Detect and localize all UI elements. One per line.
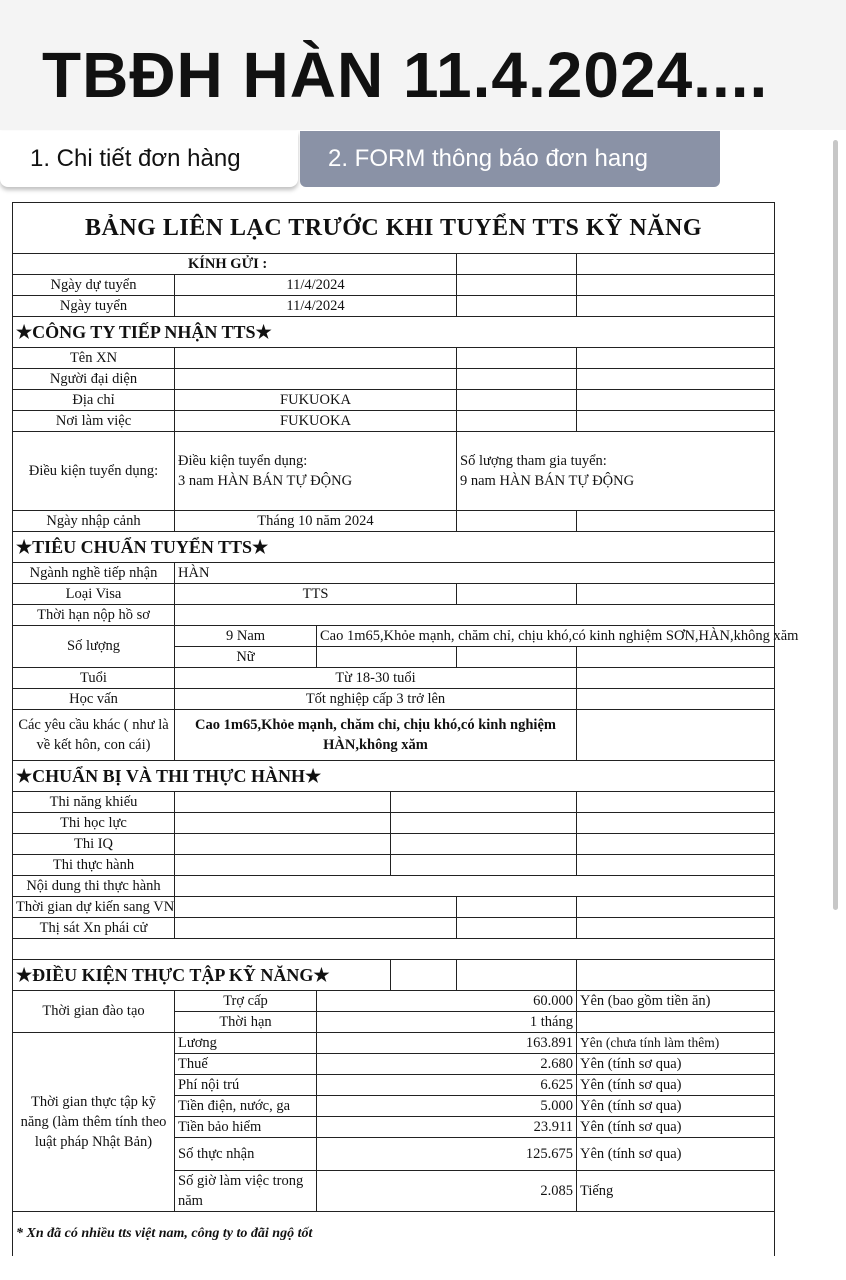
value-noi-lam-viec: FUKUOKA [175,411,457,432]
cell [577,1012,775,1033]
section-company: ★CÔNG TY TIẾP NHẬN TTS★ [13,317,775,348]
cell [457,918,577,939]
label-dao-tao: Thời gian đào tạo [13,991,175,1033]
value-ngay-nhap-canh: Tháng 10 năm 2024 [175,511,457,532]
label-ngay-nhap-canh: Ngày nhập cảnh [13,511,175,532]
label-noi-lam-viec: Nơi làm việc [13,411,175,432]
cell [457,348,577,369]
tab-order-details[interactable]: 1. Chi tiết đơn hàng [0,131,298,187]
label-thuc-nhan: Số thực nhận [175,1138,317,1171]
cell [175,792,391,813]
header-bar [0,0,846,130]
value-nguoi-dai-dien [175,369,457,390]
cell [577,584,775,605]
label-thoi-han: Thời hạn [175,1012,317,1033]
cell [391,792,577,813]
section-prepare: ★CHUẨN BỊ VÀ THI THỰC HÀNH★ [13,761,775,792]
value-nganh-nghe: HÀN [175,563,775,584]
cell [577,390,775,411]
value-so-gio: 2.085 [317,1171,577,1212]
cell [175,855,391,876]
cell [577,296,775,317]
cell [577,275,775,296]
label-dia-chi: Địa chỉ [13,390,175,411]
cell [457,390,577,411]
dieu-kien-col1 [175,432,457,511]
unit-luong: Yên (chưa tính làm thêm) [577,1033,775,1054]
label-thi-nang-khieu: Thi năng khiếu [13,792,175,813]
cell [457,296,577,317]
cell [577,647,775,668]
cell [175,813,391,834]
cell [391,834,577,855]
value-thoi-han: 1 tháng [317,1012,577,1033]
label-thoi-gian-sang-vn: Thời gian dự kiến sang VN [13,897,175,918]
value-ngay-tuyen: 11/4/2024 [175,296,457,317]
label-thuc-tap: Thời gian thực tập kỹ năng (làm thêm tính theo luật pháp Nhật Bản) [13,1033,175,1212]
cell [391,960,457,991]
cell [577,369,775,390]
label-bao-hiem: Tiền bảo hiểm [175,1117,317,1138]
label-tuoi: Tuổi [13,668,175,689]
cell [577,668,775,689]
label-loai-visa: Loại Visa [13,584,175,605]
label-thi-iq: Thi IQ [13,834,175,855]
cell [577,855,775,876]
cell [577,813,775,834]
dieu-kien-col1-value: 3 nam HÀN BÁN TỰ ĐỘNG [178,473,353,489]
unit-tro-cap: Yên (bao gồm tiền ăn) [577,991,775,1012]
label-yeu-cau-khac: Các yêu cầu khác ( như là về kết hôn, con cái) [13,710,175,761]
cell [577,348,775,369]
label-thue: Thuế [175,1054,317,1075]
label-tien-dien: Tiền điện, nước, ga [175,1096,317,1117]
cell [391,855,577,876]
label-dieu-kien: Điều kiện tuyển dụng: [13,432,175,511]
cell [391,813,577,834]
cell [175,897,457,918]
value-tien-dien: 5.000 [317,1096,577,1117]
dieu-kien-col2-value: 9 nam HÀN BÁN TỰ ĐỘNG [460,473,635,489]
value-loai-visa: TTS [175,584,457,605]
cell [13,939,775,960]
cell [577,254,775,275]
cell [457,275,577,296]
label-so-gio: Số giờ làm việc trong năm [175,1171,317,1212]
section-standard: ★TIÊU CHUẨN TUYỂN TTS★ [13,532,775,563]
value-luong: 163.891 [317,1033,577,1054]
label-luong: Lương [175,1033,317,1054]
unit-tien-dien: Yên (tính sơ qua) [577,1096,775,1117]
note-so-luong-nam: Cao 1m65,Khỏe mạnh, chăm chỉ, chịu khó,có kinh nghiệm SƠN,HÀN,không xăm [317,626,775,647]
value-ten-xn [175,348,457,369]
cell [457,369,577,390]
value-so-luong-nam: 9 Nam [175,626,317,647]
cell [577,710,775,761]
cell [457,960,577,991]
tab-order-form[interactable]: 2. FORM thông báo đơn hang [300,131,720,187]
label-noi-dung-thi: Nội dung thi thực hành [13,876,175,897]
cell [317,647,457,668]
cell [175,918,457,939]
form-sheet [12,202,799,1280]
cell [577,689,775,710]
page-title: TBĐH HÀN 11.4.2024.... [42,39,769,111]
value-tro-cap: 60.000 [317,991,577,1012]
dieu-kien-col2-title: Số lượng tham gia tuyển: [460,453,607,469]
cell [577,897,775,918]
label-thi-thuc-hanh: Thi thực hành [13,855,175,876]
label-so-luong: Số lượng [13,626,175,668]
label-ngay-tuyen: Ngày tuyển [13,296,175,317]
cell [457,897,577,918]
recruitment-form-table [12,202,799,1256]
label-thoi-han-nop: Thời hạn nộp hồ sơ [13,605,175,626]
value-phi-noi-tru: 6.625 [317,1075,577,1096]
cell [577,960,775,991]
value-thoi-han-nop [175,605,775,626]
label-ngay-du-tuyen: Ngày dự tuyển [13,275,175,296]
unit-thue: Yên (tính sơ qua) [577,1054,775,1075]
unit-phi-noi-tru: Yên (tính sơ qua) [577,1075,775,1096]
unit-thuc-nhan: Yên (tính sơ qua) [577,1138,775,1171]
label-ten-xn: Tên XN [13,348,175,369]
label-phi-noi-tru: Phí nội trú [175,1075,317,1096]
cell [457,511,577,532]
value-so-luong-nu: Nữ [175,647,317,668]
value-thuc-nhan: 125.675 [317,1138,577,1171]
value-ngay-du-tuyen: 11/4/2024 [175,275,457,296]
value-thue: 2.680 [317,1054,577,1075]
cell [577,918,775,939]
cell [577,834,775,855]
dieu-kien-col2 [457,432,775,511]
cell [457,647,577,668]
cell [175,834,391,855]
scrollbar[interactable] [833,140,838,910]
cell [457,411,577,432]
value-tuoi: Từ 18-30 tuổi [175,668,577,689]
cell [577,792,775,813]
form-title: BẢNG LIÊN LẠC TRƯỚC KHI TUYỂN TTS KỸ NĂNG [13,203,775,254]
cell [577,411,775,432]
footer-note: * Xn đã có nhiều tts việt nam, công ty to đãi ngộ tốt [13,1212,775,1257]
label-nguoi-dai-dien: Người đại diện [13,369,175,390]
section-conditions: ★ĐIỀU KIỆN THỰC TẬP KỸ NĂNG★ [13,960,391,991]
value-dia-chi: FUKUOKA [175,390,457,411]
label-nganh-nghe: Ngành nghề tiếp nhận [13,563,175,584]
unit-so-gio: Tiếng [577,1171,775,1212]
value-hoc-van: Tốt nghiệp cấp 3 trở lên [175,689,577,710]
cell [457,584,577,605]
value-yeu-cau-khac: Cao 1m65,Khỏe mạnh, chăm chỉ, chịu khó,có kinh nghiệm HÀN,không xăm [175,710,577,761]
dieu-kien-col1-title: Điều kiện tuyển dụng: [178,453,308,469]
recipient-label: KÍNH GỬI : [13,254,457,275]
label-tro-cap: Trợ cấp [175,991,317,1012]
label-thi-sat: Thị sát Xn phái cử [13,918,175,939]
cell [577,511,775,532]
cell [457,254,577,275]
value-bao-hiem: 23.911 [317,1117,577,1138]
label-hoc-van: Học vấn [13,689,175,710]
cell [175,876,775,897]
unit-bao-hiem: Yên (tính sơ qua) [577,1117,775,1138]
label-thi-hoc-luc: Thi học lực [13,813,175,834]
